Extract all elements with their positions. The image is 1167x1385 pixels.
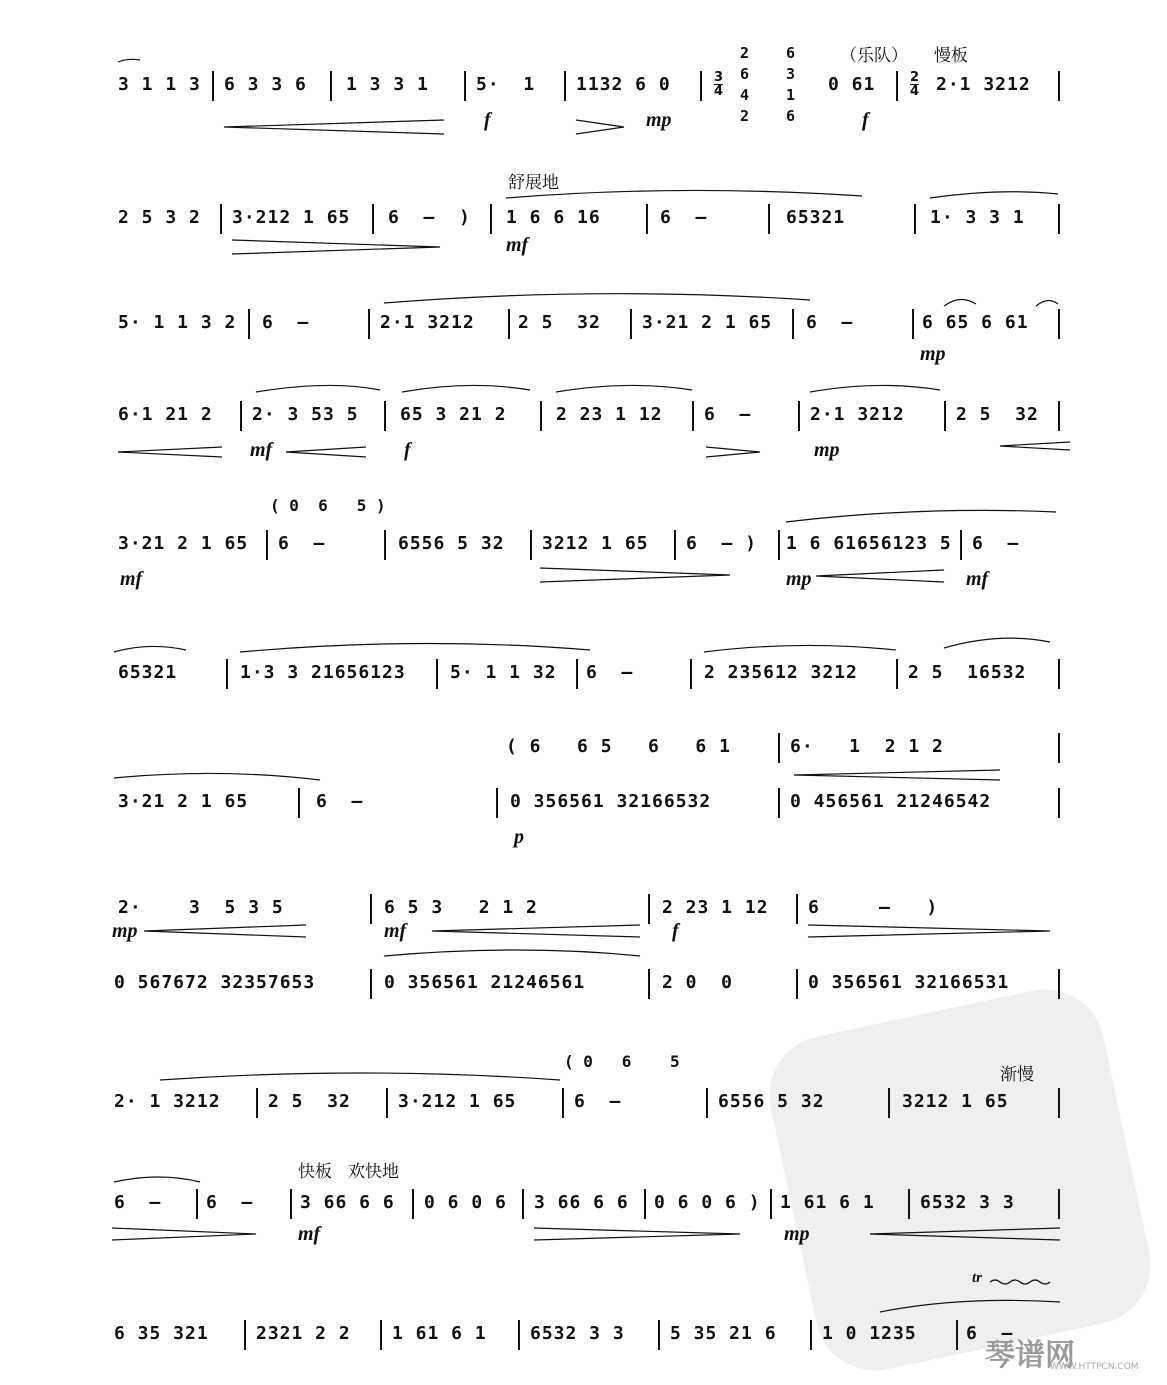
slur-mark — [402, 385, 530, 392]
dynamic-mark: f — [404, 439, 411, 461]
decrescendo-hairpin — [706, 447, 760, 457]
slur-mark — [786, 510, 1056, 522]
measure: 6 – — [660, 207, 708, 228]
crescendo-hairpin — [432, 925, 640, 937]
dynamic-mark: mf — [120, 568, 143, 590]
measure: 6 – — [972, 533, 1020, 554]
measure: 0 356561 32166531 — [808, 972, 1010, 993]
slur-mark — [118, 59, 140, 62]
measure: 0 356561 21246561 — [384, 972, 586, 993]
measure: 3 66 6 6 — [300, 1192, 395, 1213]
time-signature-2-4: 2 4 — [910, 70, 920, 99]
orchestra-part: 2· 3 5 3 5 — [118, 897, 284, 918]
dynamic-mark: p — [514, 826, 524, 848]
trill-line — [990, 1280, 1050, 1284]
slur-mark — [556, 385, 692, 392]
orchestra-part: 6 – ) — [808, 897, 939, 918]
dynamic-mark: f — [672, 920, 679, 942]
measure: 2 235612 3212 — [704, 662, 858, 683]
measure: 6·1 21 2 — [118, 404, 213, 425]
dynamic-mark: f — [862, 109, 869, 131]
slur-mark — [160, 1073, 560, 1080]
measure: 2 23 1 12 — [556, 404, 663, 425]
measure: 2 5 3 2 — [118, 207, 201, 228]
measure: 5· 1 1 32 — [450, 662, 557, 683]
orchestra-part: ( 0 6 5 ) — [270, 496, 386, 515]
watermark-url: WWW.HTTPCN.COM — [1050, 1362, 1139, 1372]
dynamic-mark: f — [484, 109, 491, 131]
slur-mark — [384, 950, 640, 956]
crescendo-hairpin — [816, 570, 944, 582]
crescendo-hairpin — [794, 770, 1000, 780]
dynamic-mark: mf — [250, 439, 273, 461]
measure: 6 – — [966, 1323, 1014, 1344]
measure: 65321 — [118, 662, 178, 683]
chord-right: 6 3 1 6 — [786, 44, 796, 125]
orchestra-part: 6 5 3 2 1 2 — [384, 897, 538, 918]
dynamic-mark: mp — [786, 568, 812, 590]
measure: 3·21 2 1 65 — [118, 791, 249, 812]
measure: 2 5 32 — [956, 404, 1039, 425]
crescendo-hairpin — [118, 447, 222, 457]
dynamic-mark: mf — [506, 234, 529, 256]
measure: 3·21 2 1 65 — [118, 533, 249, 554]
measure: 6 – ) — [686, 533, 758, 554]
measure: 5 35 21 6 — [670, 1323, 777, 1344]
measure: 6 35 321 — [114, 1323, 209, 1344]
measure: 1 6 61656123 5 — [786, 533, 952, 554]
crescendo-hairpin — [1000, 442, 1070, 450]
tempo-gradually-slower: 渐慢 — [1000, 1065, 1034, 1085]
measure: 65321 — [786, 207, 846, 228]
slur-mark — [384, 294, 810, 303]
dynamic-mark: mp — [112, 920, 138, 942]
slur-mark — [240, 643, 590, 652]
measure: 3212 1 65 — [542, 533, 649, 554]
measure: 6 – ) — [388, 207, 471, 228]
decrescendo-hairpin — [112, 1228, 256, 1240]
measure: 2321 2 2 — [256, 1323, 351, 1344]
measure: 3 66 6 6 — [534, 1192, 629, 1213]
measure: 6 – — [316, 791, 364, 812]
slur-mark — [930, 192, 1058, 198]
measure: 6 – — [704, 404, 752, 425]
measure: 0 567672 32357653 — [114, 972, 316, 993]
measure: 6532 3 3 — [530, 1323, 625, 1344]
measure: 0 356561 32166532 — [510, 791, 712, 812]
slur-mark — [114, 773, 320, 780]
slur-mark — [880, 1300, 1060, 1312]
measure: 6 – — [586, 662, 634, 683]
measure: 1· 3 3 1 — [930, 207, 1025, 228]
crescendo-hairpin — [870, 1228, 1060, 1240]
measure: 3 1 1 3 — [118, 74, 201, 95]
slur-mark — [114, 1177, 200, 1182]
measure: 2 5 16532 — [908, 662, 1027, 683]
measure: 6 – — [114, 1192, 162, 1213]
measure: 0 456561 21246542 — [790, 791, 992, 812]
dynamic-mark: mp — [784, 1223, 810, 1245]
measure: 1 61 6 1 — [392, 1323, 487, 1344]
measure: 2·1 3212 — [380, 312, 475, 333]
decrescendo-hairpin — [534, 1228, 740, 1240]
dynamic-mark: mp — [646, 109, 672, 131]
orchestra-part: ( 0 6 5 — [564, 1052, 680, 1071]
measure: 6556 5 32 — [718, 1091, 825, 1112]
slur-mark — [256, 385, 380, 392]
slur-mark — [944, 638, 1050, 648]
measure: 2 5 32 — [518, 312, 601, 333]
crescendo-hairpin — [224, 120, 444, 134]
measure: 2 5 32 — [268, 1091, 351, 1112]
crescendo-hairpin — [286, 447, 366, 457]
time-signature-3-4: 3 4 — [714, 70, 724, 99]
measure: 1 3 3 1 — [346, 74, 429, 95]
dynamic-mark: mp — [920, 343, 946, 365]
measure: 5· 1 1 3 2 — [118, 312, 237, 333]
measure: 2· 3 53 5 — [252, 404, 359, 425]
tempo-joyful: 欢快地 — [348, 1162, 399, 1182]
measure: 6 – — [574, 1091, 622, 1112]
measure: 3·212 1 65 — [398, 1091, 517, 1112]
measure: 5· 1 — [476, 74, 536, 95]
measure: 1 61 6 1 — [780, 1192, 875, 1213]
decrescendo-hairpin — [576, 120, 624, 134]
slur-mark — [506, 190, 862, 198]
measure: 2· 1 3212 — [114, 1091, 221, 1112]
measure: 6532 3 3 — [920, 1192, 1015, 1213]
dynamic-mark: mf — [384, 920, 407, 942]
measure: 6556 5 32 — [398, 533, 505, 554]
slur-mark — [810, 385, 940, 392]
slur-mark — [114, 646, 186, 652]
measure: 3212 1 65 — [902, 1091, 1009, 1112]
decrescendo-hairpin — [232, 240, 440, 254]
slur-mark — [1036, 300, 1058, 306]
measure: 1·3 3 21656123 — [240, 662, 406, 683]
trill-mark: tr — [972, 1270, 983, 1286]
measure: 6 – — [806, 312, 854, 333]
orchestra-part: ( 6 6 5 6 6 1 — [506, 736, 731, 757]
chord-left: 2 6 4 2 — [740, 44, 750, 125]
tempo-fast: 快板 — [298, 1162, 332, 1182]
measure: 3·21 2 1 65 — [642, 312, 773, 333]
measure: 6 3 3 6 — [224, 74, 307, 95]
crescendo-hairpin — [144, 925, 306, 937]
measure: 1132 6 0 — [576, 74, 671, 95]
measure: 0 61 — [828, 74, 876, 95]
slur-mark — [944, 299, 976, 306]
measure: 2·1 3212 — [810, 404, 905, 425]
measure: 6 65 6 61 — [922, 312, 1029, 333]
measure: 65 3 21 2 — [400, 404, 507, 425]
measure: 0 6 0 6 ) — [654, 1192, 761, 1213]
measure: 1 0 1235 — [822, 1323, 917, 1344]
measure: 6 – — [206, 1192, 254, 1213]
band-label: （乐队） — [840, 46, 908, 66]
measure: 0 6 0 6 — [424, 1192, 507, 1213]
tempo-slow: 慢板 — [934, 46, 968, 66]
decrescendo-hairpin — [808, 925, 1050, 937]
dynamic-mark: mf — [966, 568, 989, 590]
measure: 2 0 0 — [662, 972, 734, 993]
decrescendo-hairpin — [540, 568, 730, 582]
measure: 3·212 1 65 — [232, 207, 351, 228]
measure: 1 6 6 16 — [506, 207, 601, 228]
orchestra-part: 2 23 1 12 — [662, 897, 769, 918]
orchestra-part: 6· 1 2 1 2 — [790, 736, 944, 757]
measure: 2·1 3212 — [936, 74, 1031, 95]
watermark-brand: 琴谱网 — [985, 1338, 1075, 1373]
slur-mark — [704, 645, 896, 652]
measure: 6 – — [278, 533, 326, 554]
measure: 6 – — [262, 312, 310, 333]
dynamic-mark: mp — [814, 439, 840, 461]
dynamic-mark: mf — [298, 1223, 321, 1245]
tempo-expansive: 舒展地 — [508, 173, 559, 193]
